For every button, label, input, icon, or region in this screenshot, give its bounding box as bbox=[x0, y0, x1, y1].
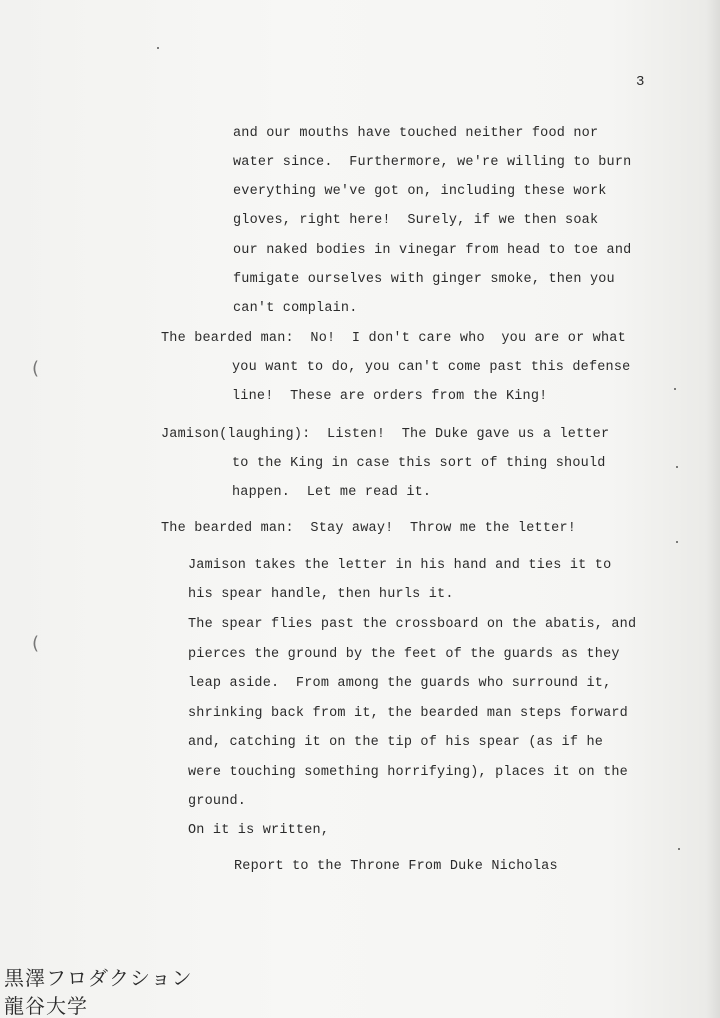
ink-speck bbox=[678, 848, 680, 850]
archive-watermark-line1: 黒澤フロダクション bbox=[4, 966, 193, 990]
stage-direction-line: leap aside. From among the guards who surround it, bbox=[188, 676, 612, 691]
document-heading: Report to the Throne From Duke Nicholas bbox=[234, 859, 558, 874]
stage-direction-line: and, catching it on the tip of his spear (as if he bbox=[188, 735, 604, 750]
stage-direction-line: pierces the ground by the feet of the guards as they bbox=[188, 647, 620, 662]
dialogue-line: to the King in case this sort of thing should bbox=[232, 456, 606, 471]
ink-speck bbox=[157, 47, 159, 49]
stage-direction-line: shrinking back from it, the bearded man steps forward bbox=[188, 706, 628, 721]
stage-direction-line: Jamison takes the letter in his hand and ties it to bbox=[188, 558, 612, 573]
dialogue-line: line! These are orders from the King! bbox=[232, 389, 548, 404]
dialogue-line: and our mouths have touched neither food nor bbox=[233, 126, 599, 141]
dialogue-line: our naked bodies in vinegar from head to toe and bbox=[233, 243, 632, 258]
ink-speck bbox=[674, 388, 676, 390]
ink-speck bbox=[676, 466, 678, 468]
dialogue-line: everything we've got on, including these work bbox=[233, 184, 607, 199]
dialogue-line: you want to do, you can't come past this defense bbox=[232, 360, 631, 375]
stage-direction-line: his spear handle, then hurls it. bbox=[188, 587, 454, 602]
page-edge-shadow bbox=[706, 0, 720, 1018]
dialogue-line: happen. Let me read it. bbox=[232, 485, 432, 500]
stage-direction-line: were touching something horrifying), places it on the bbox=[188, 765, 628, 780]
page-number: 3 bbox=[636, 74, 645, 90]
dialogue-line: fumigate ourselves with ginger smoke, then you bbox=[233, 272, 615, 287]
speaker-line: The bearded man: Stay away! Throw me the letter! bbox=[161, 521, 577, 536]
punch-hole-mark: ( bbox=[32, 633, 40, 654]
dialogue-line: gloves, right here! Surely, if we then soak bbox=[233, 213, 599, 228]
stage-direction-line: ground. bbox=[188, 794, 247, 809]
stage-direction-line: On it is written, bbox=[188, 823, 330, 838]
dialogue-line: water since. Furthermore, we're willing to burn bbox=[233, 155, 632, 170]
dialogue-line: can't complain. bbox=[233, 301, 358, 316]
archive-watermark-line2: 龍谷大学 bbox=[4, 994, 88, 1018]
speaker-line: Jamison(laughing): Listen! The Duke gave us a letter bbox=[161, 427, 610, 442]
ink-speck bbox=[676, 541, 678, 543]
speaker-line: The bearded man: No! I don't care who you are or what bbox=[161, 331, 626, 346]
stage-direction-line: The spear flies past the crossboard on the abatis, and bbox=[188, 617, 637, 632]
punch-hole-mark: ( bbox=[32, 358, 40, 379]
